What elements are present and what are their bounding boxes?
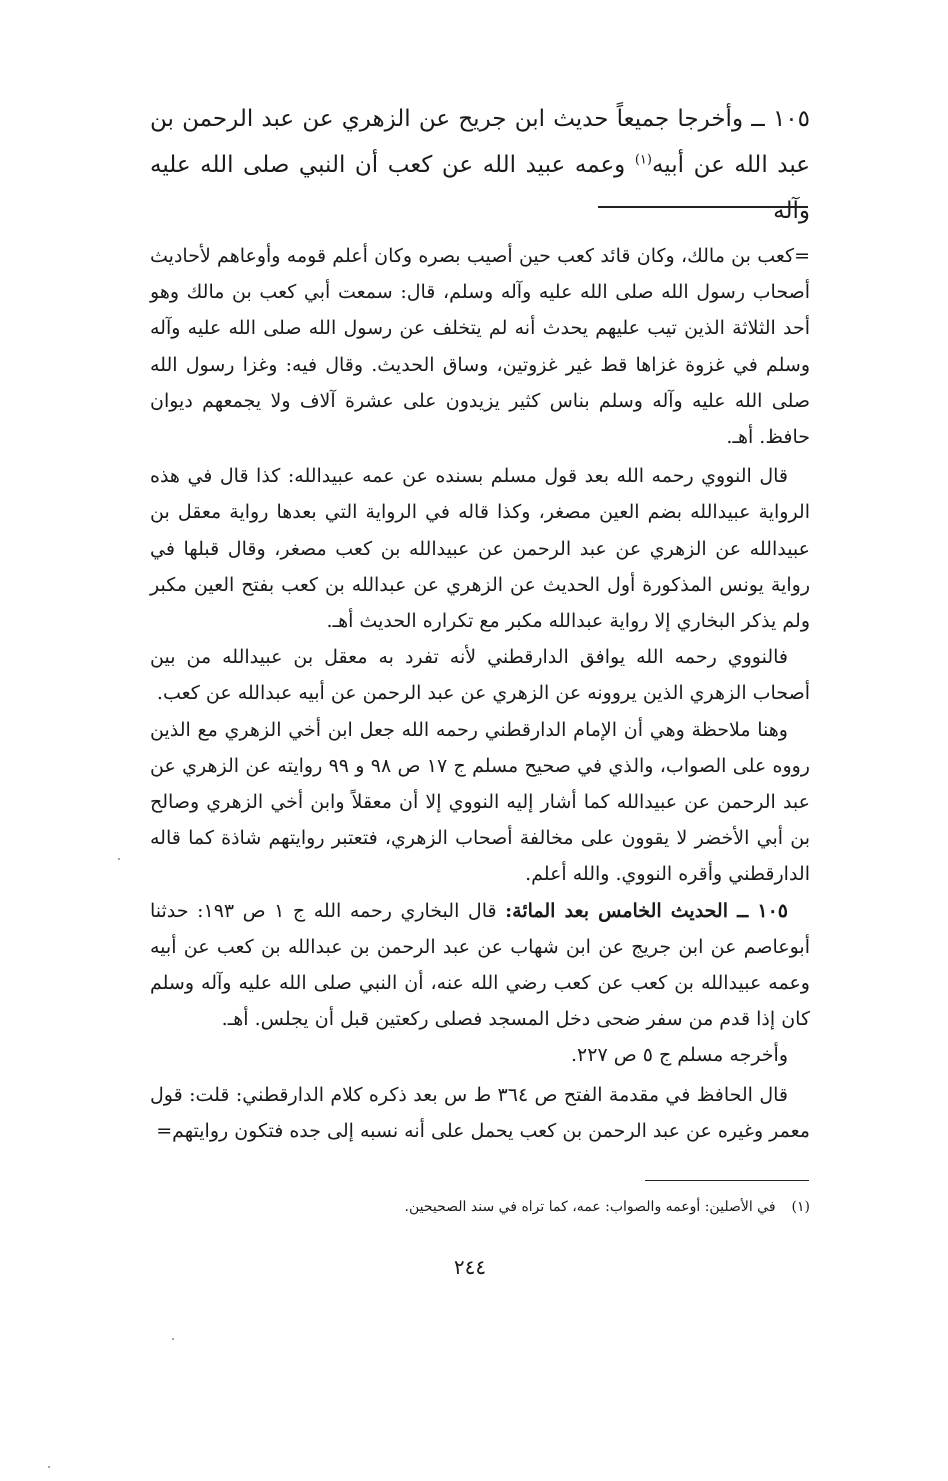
commentary-paragraph-2: قال النووي رحمه الله بعد قول مسلم بسنده عن عمه عبيدالله: كذا قال في هذه الرواية عبيدالله بضم العين مصغر، وكذا قاله في الرواية التي بعدها رواية معقل بن عبيدالله عن الزهري عن عبد الرحمن عن عبيدالله بن كعب مصغر، وقال قبلها في رواية يونس المذكورة أول الحديث عن الزهري عن عبدالله بن كعب بفتح العين مكبر ولم يذكر البخاري إلا رواية عبدالله مكبر مع تكراره الحديث أهـ. [150,465,810,633]
separator-rule-footnote [645,1180,809,1181]
commentary-paragraph-6: وأخرجه مسلم ج ٥ ص ٢٢٧. [570,1044,788,1067]
footnote-marker: (١) [634,152,652,168]
heading-text-part-1: ١٠٥ ــ وأخرجا جميعاً حديث ابن جريح عن الزهري عن عبد الرحمن بن عبد الله عن أبيه [150,106,810,178]
commentary-paragraph-7: قال الحافظ في مقدمة الفتح ص ٣٦٤ ط س بعد ذكره كلام الدارقطني: قلت: قول معمر وغيره عن عبد الرحمن بن كعب يحمل على أنه نسبه إلى جده فتكون روايتهم= [150,1083,810,1142]
commentary-block [150,238,810,1149]
commentary-paragraph-5 [150,893,810,1038]
commentary-paragraph-3: فالنووي رحمه الله يوافق الدارقطني لأنه تفرد به معقل بن عبيدالله من بين أصحاب الزهري الذين يروونه عن الزهري عن عبد الرحمن عن أبيه عبدالله عن كعب. [150,646,810,705]
commentary-paragraph-4: وهنا ملاحظة وهي أن الإمام الدارقطني رحمه الله جعل ابن أخي الزهري مع الذين رووه على الصواب، والذي في صحيح مسلم ج ١٧ ص ٩٨ و ٩٩ روايته عن الزهري عن عبد الرحمن عن عبيدالله كما أشار إليه النووي إلا أن معقلاً وابن أخي الزهري وصالح بن أبي الأخضر لا يقوون على مخالفة أصحاب الزهري، فتعتبر روايتهم شاذة كما قاله الدارقطني وأقره النووي. والله أعلم. [150,718,810,886]
separator-rule-top [598,206,808,208]
scan-speck [118,858,120,860]
page-number: ٢٤٤ [453,1255,487,1279]
hadith-105-title: ١٠٥ ــ الحديث الخامس بعد المائة: [505,899,788,922]
hadith-heading-text [150,96,810,234]
scan-speck [48,1466,50,1468]
footnote-number: (١) [791,1199,810,1215]
hadith-105-body: قال البخاري رحمه الله ج ١ ص ١٩٣: حدثنا أبوعاصم عن ابن جريج عن ابن شهاب عن عبد الرحمن بن عبدالله بن كعب عن أبيه وعمه عبيدالله بن كعب عن كعب رضي الله عنه، أن النبي صلى الله عليه وآله وسلم كان إذا قدم من سفر ضحى دخل المسجد فصلى ركعتين قبل أن يجلس. أهـ. [150,899,810,1031]
commentary-paragraph-1: =كعب بن مالك، وكان قائد كعب حين أصيب بصره وكان أعلم قومه وأوعاهم لأحاديث أصحاب رسول الله صلى الله عليه وآله وسلم، قال: سمعت أبي كعب بن مالك وهو أحد الثلاثة الذين تيب عليهم يحدث أنه لم يتخلف عن رسول الله صلى الله عليه وآله وسلم في غزوة غزاها قط غير غزوتين، وساق الحديث. وقال فيه: وغزا رسول الله صلى الله عليه وآله وسلم بناس كثير يزيدون على عشرة آلاف ولا يجمعهم ديوان حافظ. أهـ. [150,245,810,449]
hadith-heading-paragraph [150,96,810,234]
scan-speck [172,1338,174,1340]
footnote [150,1196,810,1218]
heading-text-part-2: وعمه عبيد الله عن كعب أن النبي صلى الله عليه وآله [150,152,810,224]
footnote-text: في الأصلين: أوعمه والصواب: عمه، كما تراه في سند الصحيحين. [404,1199,776,1215]
